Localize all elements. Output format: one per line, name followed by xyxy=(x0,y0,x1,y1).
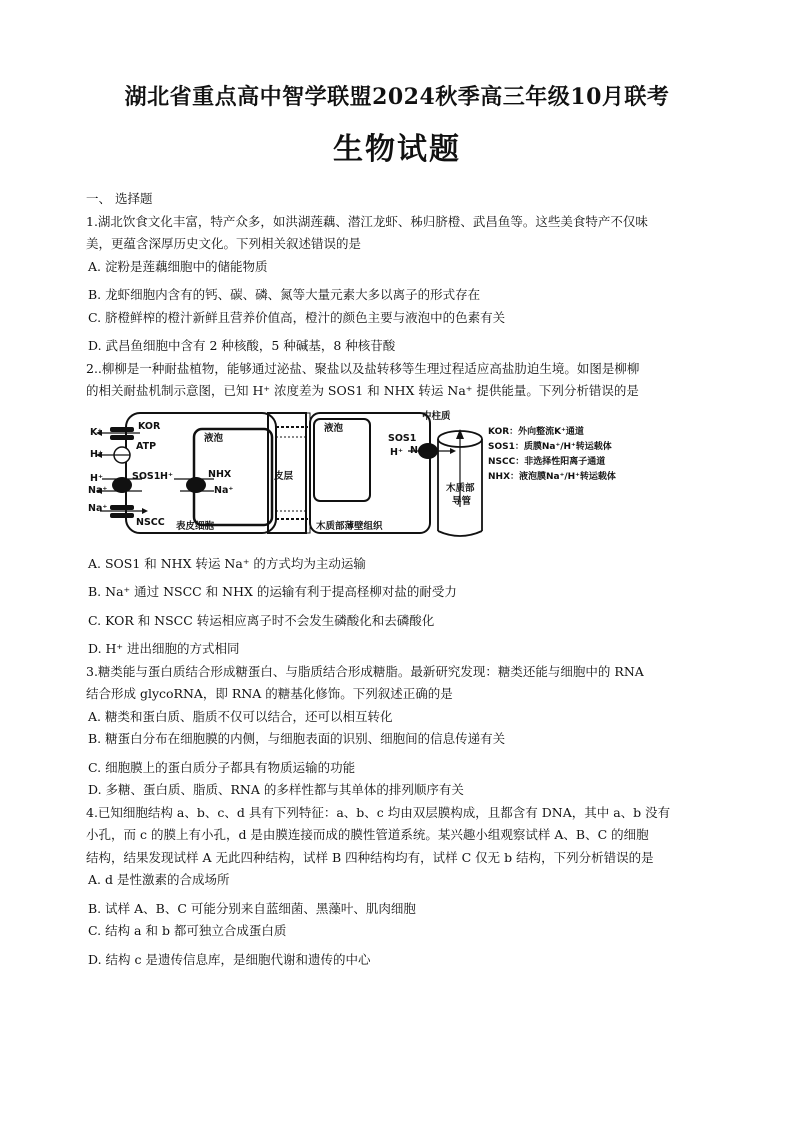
salt-tolerance-diagram xyxy=(88,407,648,547)
legend-sos1: SOS1：质膜Na⁺/H⁺转运载体 xyxy=(488,441,612,452)
xylem-vessel-label-1: 木质部 xyxy=(446,482,475,494)
h-mid-label: H⁺ xyxy=(160,470,173,482)
kor-channel-icon xyxy=(110,427,134,432)
option-b: B. 糖蛋白分布在细胞膜的内侧，与细胞表面的识别、细胞间的信息传递有关 xyxy=(88,731,506,746)
nhx-label: NHX xyxy=(208,468,232,480)
question-stem-line: 美，更蕴含深厚历史文化。下列相关叙述错误的是 xyxy=(86,236,362,251)
sos1-left-label: SOS1 xyxy=(132,470,161,482)
question-stem-line: 结构，结果发现试样 A 无此四种结构，试样 B 四种结构均有，试样 C 仅无 b 结构，下列分析错误的是 xyxy=(86,849,654,865)
diagram-legend xyxy=(488,425,658,485)
question-3 xyxy=(86,661,722,802)
section-heading: 一、 选择题 xyxy=(86,191,153,206)
option-c: C. KOR 和 NSCC 转运相应离子时不会发生磷酸化和去磷酸化 xyxy=(88,612,435,628)
xylem-parenchyma-label: 木质部薄壁组织 xyxy=(316,520,383,532)
option-d: D. 多糖、蛋白质、脂质、RNA 的多样性都与其单体的排列顺序有关 xyxy=(88,782,464,797)
question-stem-line: 1.湖北饮食文化丰富，特产众多，如洪湖莲藕、潜江龙虾、秭归脐橙、武昌鱼等。这些美食特产不仅味 xyxy=(86,213,648,229)
option-b: B. 试样 A、B、C 可能分别来自蓝细菌、黑藻叶、肌肉细胞 xyxy=(88,900,416,916)
question-2 xyxy=(86,358,722,661)
subject-title: 生物试题 xyxy=(333,132,461,167)
h-right-label: H⁺ xyxy=(390,446,403,458)
na-ion-label: Na⁺ xyxy=(88,484,108,496)
option-c: C. 细胞膜上的蛋白质分子都具有物质运输的功能 xyxy=(88,759,356,775)
na-in-label: Na⁺ xyxy=(88,502,108,514)
option-d: D. 武昌鱼细胞中含有 2 种核酸，5 种碱基，8 种核苷酸 xyxy=(88,338,396,353)
na-out-label: Na⁺ xyxy=(410,444,430,456)
question-stem-line: 2..柳柳是一种耐盐植物，能够通过泌盐、聚盐以及盐转移等生理过程适应高盐肋迫生境。如图是柳柳 xyxy=(86,360,640,376)
option-a: A. 糖类和蛋白质、脂质不仅可以结合，还可以相互转化 xyxy=(88,708,393,724)
option-d: D. H⁺ 进出细胞的方式相同 xyxy=(88,641,240,656)
question-stem-line: 3.糖类能与蛋白质结合形成糖蛋白、与脂质结合形成糖脂。最新研究发现：糖类还能与细胞中的 RNA xyxy=(86,663,644,679)
exam-title: 湖北省重点高中智学联盟2024秋季高三年级10月联考 xyxy=(124,84,670,110)
kor-label: KOR xyxy=(138,420,161,432)
option-b: B. Na⁺ 通过 NSCC 和 NHX 的运输有利于提高柽柳对盐的耐受力 xyxy=(88,584,457,599)
question-stem-line: 的相关耐盐机制示意图，已知 H⁺ 浓度差为 SOS1 和 NHX 转运 Na⁺ 提供能量。下列分析错误的是 xyxy=(86,383,639,398)
option-a: A. d 是性激素的合成场所 xyxy=(88,872,230,887)
question-stem-line: 结合形成 glycoRNA，即 RNA 的糖基化修饰。下列叙述正确的是 xyxy=(86,686,453,701)
stele-label: 中柱质 xyxy=(422,410,451,422)
question-stem-line: 小孔，而 c 的膜上有小孔，d 是由膜连接而成的膜性管道系统。某兴趣小组观察试样 A、B、C 的细胞 xyxy=(86,827,649,842)
nscc-channel-icon xyxy=(110,505,134,510)
vacuole-right-label: 液泡 xyxy=(324,422,344,434)
atp-label: ATP xyxy=(136,440,157,452)
na-vacuole-label: Na⁺ xyxy=(214,484,234,496)
question-stem-line: 4.已知细胞结构 a、b、c、d 具有下列特征：a、b、c 均由双层膜构成，且都含有 DNA，其中 a、b 没有 xyxy=(86,804,671,820)
nscc-label: NSCC xyxy=(136,516,165,528)
cortex-label: 皮层 xyxy=(274,470,294,482)
vacuole-left-label: 液泡 xyxy=(204,432,224,444)
k-ion-label: K⁺ xyxy=(90,426,103,438)
legend-nscc: NSCC：非选择性阳离子通道 xyxy=(488,456,606,467)
exam-content xyxy=(86,188,722,971)
h-left-label: H⁺ xyxy=(90,472,103,484)
option-a: A. 淀粉是莲藕细胞中的储能物质 xyxy=(88,258,268,274)
sos1-right-label: SOS1 xyxy=(388,432,417,444)
option-b: B. 龙虾细胞内含有的钙、碳、磷、氮等大量元素大多以离子的形式存在 xyxy=(88,287,481,302)
epidermis-label: 表皮细胞 xyxy=(176,520,215,532)
h-ion-label: H⁺ xyxy=(90,448,103,460)
question-4 xyxy=(86,802,722,972)
option-c: C. 结构 a 和 b 都可独立合成蛋白质 xyxy=(88,923,287,938)
legend-kor: KOR：外向整流K⁺通道 xyxy=(488,426,584,437)
question-1 xyxy=(86,211,722,358)
legend-nhx: NHX：液泡膜Na⁺/H⁺转运载体 xyxy=(488,471,616,482)
option-d: D. 结构 c 是遗传信息库，是细胞代谢和遗传的中心 xyxy=(88,951,371,967)
option-a: A. SOS1 和 NHX 转运 Na⁺ 的方式均为主动运输 xyxy=(88,555,366,571)
option-c: C. 脐橙鲜榨的橙汁新鲜且营养价值高，橙汁的颜色主要与液泡中的色素有关 xyxy=(88,309,506,325)
xylem-vessel-label-2: 导管 xyxy=(452,495,472,507)
